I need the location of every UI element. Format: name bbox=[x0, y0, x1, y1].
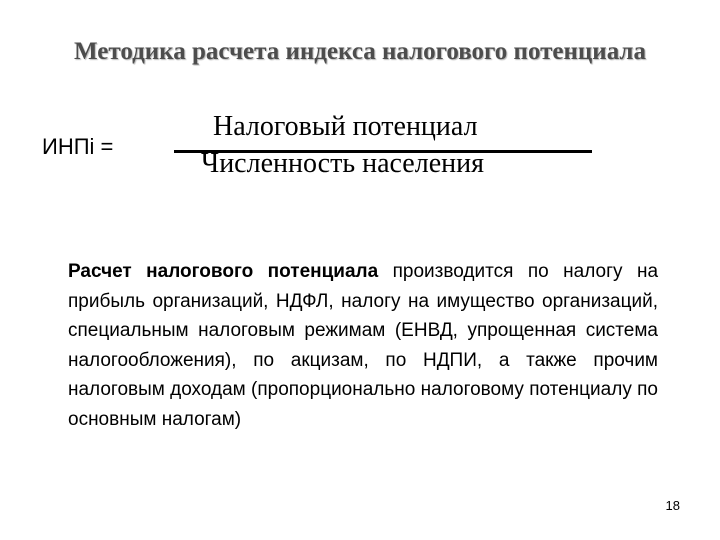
page-number: 18 bbox=[665, 498, 680, 513]
slide-title: Методика расчета индекса налогового потенциала bbox=[74, 38, 646, 65]
paragraph-bold-lead: Расчет налогового потенциала bbox=[68, 261, 379, 282]
formula-label: ИНПi = bbox=[42, 134, 114, 159]
formula-denominator: Численность населения bbox=[201, 148, 484, 179]
formula-numerator: Налоговый потенциал bbox=[213, 111, 478, 142]
paragraph-text: производится по налогу на прибыль организаций, НДФЛ, налогу на имущество организаций, специальным налоговым режимам (ЕНВД, упрощенная система налогообложения), по акцизам, по НДПИ, а также прочим налоговым доходам (пропорционально налоговому потенциалу по основным налогам) bbox=[68, 261, 659, 430]
body-paragraph bbox=[68, 257, 658, 434]
